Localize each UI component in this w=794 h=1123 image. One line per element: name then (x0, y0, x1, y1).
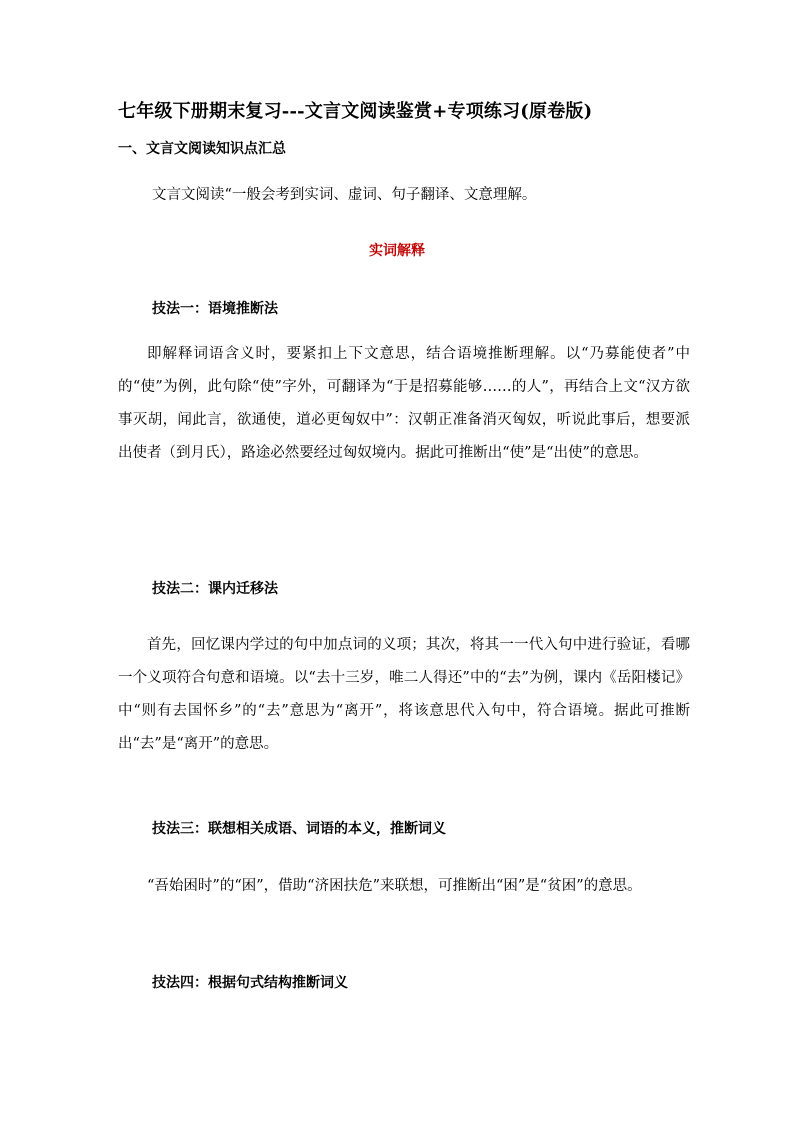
technique-paragraph-3: “吾始困时”的“困”，借助“济困扶危”来联想，可推断出“困”是“贫困”的意思。 (147, 878, 642, 894)
technique-heading-4: 技法四：根据句式结构推断词义 (152, 975, 348, 991)
technique-heading-2: 技法二：课内迁移法 (152, 581, 278, 597)
technique-paragraph-2: 首先，回忆课内学过的句中加点词的义项；其次，将其一一代入句中进行验证，看哪一个义项符合句意和语境。以“去十三岁，唯二人得还”中的“去”为例，课内《岳阳楼记》中“则有去国怀乡”的“去”意思为“离开”，将该意思代入句中，符合语境。据此可推断出“去”是“离开”的意思。 (118, 637, 690, 752)
intro-text: 文言文阅读“一般会考到实词、虚词、句子翻译、文意理解。 (152, 187, 537, 203)
document-title: 七年级下册期末复习---文言文阅读鉴赏+专项练习(原卷版) (118, 101, 593, 122)
section-heading: 一、文言文阅读知识点汇总 (118, 141, 286, 157)
technique-paragraph-1: 即解释词语含义时，要紧扣上下文意思，结合语境推断理解。以“乃募能使者”中的“使”为例，此句除“使”字外，可翻译为“于是招募能够……的人”，再结合上文“汉方欲事灭胡，闻此言，欲通使，道必更匈奴中”：汉朝正准备消灭匈奴，听说此事后，想要派出使者（到月氏），路途必然要经过匈奴境内。据此可推断出“使”是“出使”的意思。 (118, 346, 690, 461)
subsection-heading: 实词解释 (369, 243, 425, 259)
technique-heading-1: 技法一：语境推断法 (152, 301, 278, 317)
technique-heading-3: 技法三：联想相关成语、词语的本义，推断词义 (152, 821, 446, 837)
